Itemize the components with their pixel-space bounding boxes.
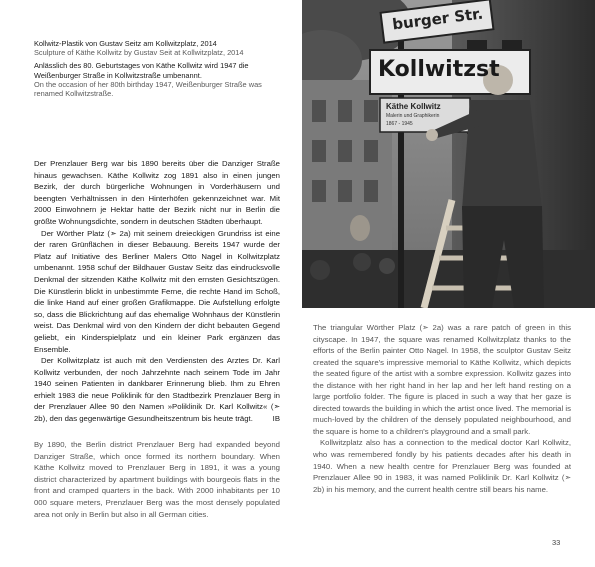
author-initials: IB xyxy=(272,414,280,424)
historic-photo xyxy=(302,0,595,308)
sign-sub-text-3: 1867 - 1945 xyxy=(386,121,413,127)
caption-title-de: Kollwitz-Plastik von Gustav Seitz am Kollwitzplatz, 2014 xyxy=(34,39,217,48)
german-paragraph-2: Der Wörther Platz (➣ 2a) mit seinem dreieckigen Grundriss ist eine der raren Grünflächen in dieser Bebauung. Bereits 1947 wurde der Platz auf Initiative des Berliner Malers Otto Nagel in Kollwitzplatz umbenannt. 1958 schuf der Bildhauer Gustav Seitz das eindrucksvolle Denkmal der sitzenden Käthe Kollwitz mit den ernsten Gesichtszügen. Die Künstlerin blickt in unbestimmte Ferne, die rechte Hand im Schoß, die linke Hand auf einer großen Grafikmappe. Die Aufstellung erfolgte so, dass die Blickrichtung auf das ehemalige Wohnhaus der Künstlerin weist. Das Denkmal wird von den Kindern der dicht bebauten Gegend geliebt, ein Kinderspielplatz und ein kleiner Park ergänzen das Ensemble. xyxy=(34,228,280,354)
photo-caption xyxy=(34,39,288,98)
caption-text-de: Anlässlich des 80. Geburtstages von Käthe Kollwitz wird 1947 die Weißenburger Straße in Kollwitzstraße umbenannt. xyxy=(34,61,249,80)
english-body-right xyxy=(313,322,571,495)
german-body xyxy=(34,158,280,425)
sign-sub-text-1: Käthe Kollwitz xyxy=(386,102,441,111)
german-paragraph-3 xyxy=(34,355,280,425)
sign-sub-text-2: Malerin und Graphikerin xyxy=(386,113,440,119)
english-paragraph-2: The triangular Wörther Platz (➣ 2a) was a rare patch of green in this cityscape. In 1947, the square was renamed Kollwitzplatz thanks to the efforts of the Berlin painter Otto Nagel. In 1958, the sculptor Gustav Seitz created the square's impressive memorial to Käthe Kollwitz, which depicts the seated figure of the artist with a sombre expression. Kollwitz gazes into the distance with her right hand in her lap and her left hand resting on a large portfolio folder. The figure is placed in such a way that her gaze is directed towards the building in which the artist once lived. The memorial is much-loved by the children of the densely populated neighbourhood, and the square is home to a children's playground and a small park. xyxy=(313,323,571,436)
caption-title-en: Sculpture of Käthe Kollwitz by Gustav Seit at Kollwitzplatz, 2014 xyxy=(34,48,244,58)
sign-top-text: burger Str. xyxy=(391,4,485,34)
english-paragraph-1: By 1890, the Berlin district Prenzlauer Berg had expanded beyond Danziger Straße, which once formed its northern boundary. When Käthe Kollwitz moved to Prenzlauer Berg in 1891, it was a young district characterized by apartment buildings with bourgeois flats in the front and cramped quarters in the back. With 2000 inhabitants per 10 000 square meters, Prenzlauer Berg was the most densely populated area not only in Berlin but also in all German cities. xyxy=(34,440,280,519)
german-paragraph-3-text: Der Kollwitzplatz ist auch mit den Verdiensten des Arztes Dr. Karl Kollwitz verbunden, der noch Jahrzehnte nach seinem Tode im Jahr 1940 seinen Patienten in dankbarer Erinnerung blieb. Ihm zu Ehren erhielt 1983 die neue Poliklinik für den Stadtbezirk Prenzlauer Berg in der Prenzlauer Allee 90 den Namen »Poliklinik Dr. Karl Kollwitz« (➣ 2b), den das gegenwärtige Gesundheitszentrum bis heute trägt. xyxy=(34,356,280,424)
english-body-left xyxy=(34,439,280,520)
english-paragraph-3: Kollwitzplatz also has a connection to the medical doctor Karl Kollwitz, who was remembered fondly by his patients decades after his death in 1940. When a new health centre for Prenzlauer Berg was founded at Prenzlauer Allee 90 in 1983, it was named Poliklinik Dr. Karl Kollwitz (➣ 2b) in his memory, and the current health centre still bears his name. xyxy=(313,438,571,494)
sign-main-text: Kollwitzst xyxy=(378,57,500,82)
page-number: 33 xyxy=(552,538,561,547)
photo-illustration xyxy=(302,0,595,308)
caption-text-en: On the occasion of her 80th birthday 1947, Weißenburger Straße was renamed Kollwitzstraße. xyxy=(34,79,262,99)
german-paragraph-1: Der Prenzlauer Berg war bis 1890 bereits über die Danziger Straße hinaus gewachsen. Käthe Kollwitz zog 1891 also in einen jungen Bezirk, der durch bürgerliche Wohnungen in Vorderhäusern und beengten Verhältnissen in den Hinterhöfen gekennzeichnet war. Mit 2000 Einwohnern je Hektar hatte der Bezirk nicht nur in Berlin die größte Wohnungsdichte, sondern in deutschen Städten überhaupt. xyxy=(34,159,280,226)
